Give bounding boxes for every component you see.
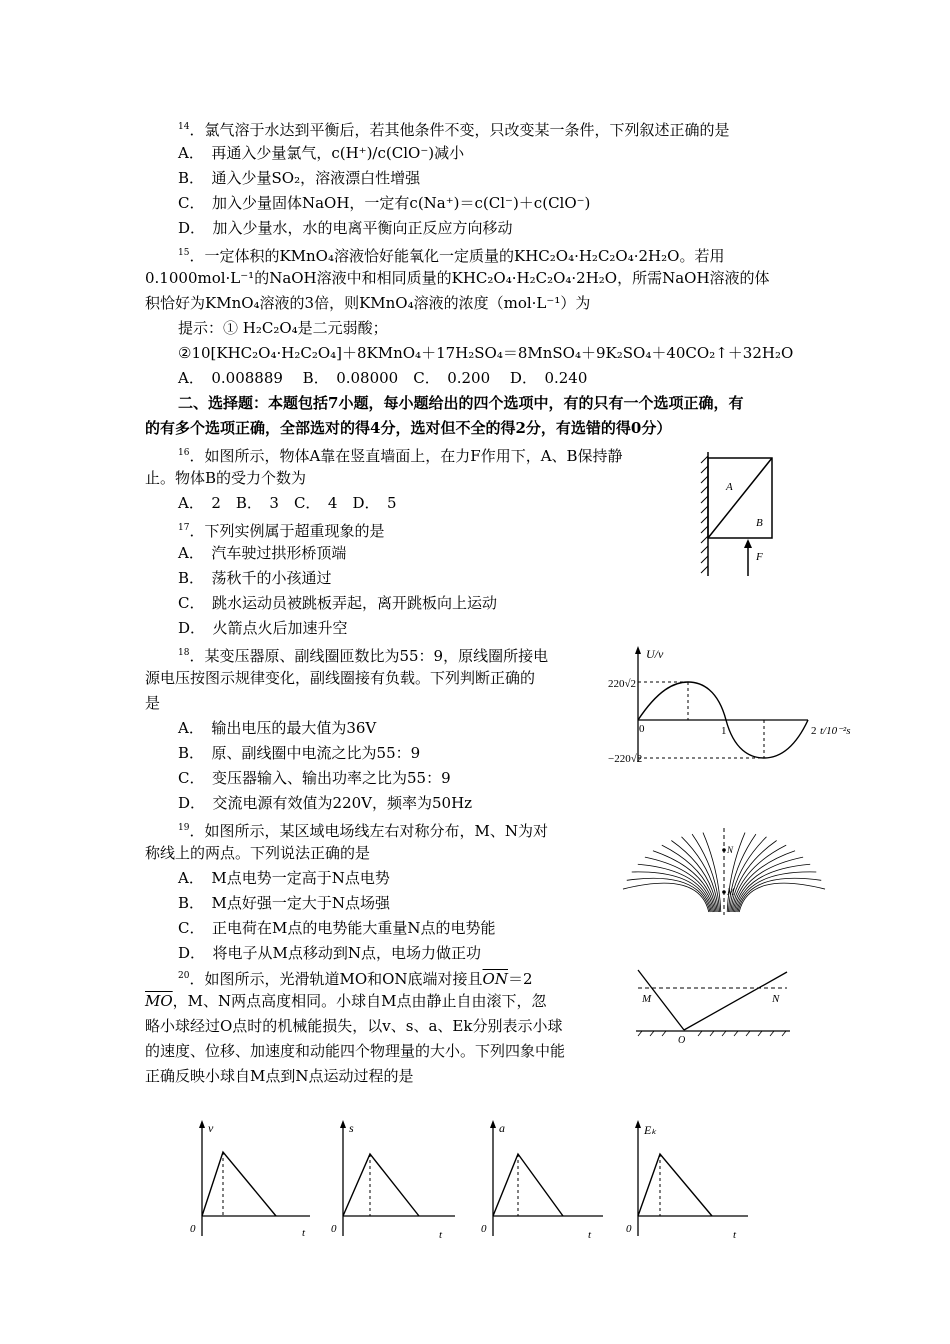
q17-number: 17 [178,523,190,533]
label-m: M [727,887,735,897]
label-n: N [772,993,780,1005]
origin-label: 0 [639,723,645,735]
y-top-tick: 220√2 [608,678,637,690]
x-tick-2: 2 [811,725,817,737]
q20-segment-mo: $\overline{MO}$ [145,992,173,1010]
q20-stem-line2: $\overline{MO}$，M、N两点高度相同。小球自M点由静止自由滚下，忽 [145,992,547,1010]
graph-y-arrow [490,1120,496,1128]
graph-x-label: t [733,1229,737,1241]
label-o: O [678,1035,686,1046]
q14-number: 14 [178,122,190,132]
q17-option-b: B． 荡秋千的小孩通过 [178,569,332,587]
graph-origin: 0 [626,1223,632,1235]
q20-track-figure [632,962,792,1047]
graph-y-label: Eₖ [644,1123,657,1137]
force-arrow-head [744,539,752,548]
q18-stem-line2: 源电压按图示规律变化，副线圈接有负载。下列判断正确的 [145,669,536,687]
q19-option-a: A． M点电势一定高于N点电势 [178,869,390,887]
q19-stem-line1: $^{19}$．如图所示，某区域电场线左右对称分布，M、N为对 [178,822,548,840]
field-line [623,883,709,912]
graph-y-arrow [199,1120,205,1128]
q16-stem-line1: $^{16}$．如图所示，物体A靠在竖直墙面上，在力F作用下，A、B保持静 [178,447,623,465]
q17-option-d: D． 火箭点火后加速升空 [178,619,348,637]
q14-stem: $^{14}$．氯气溶于水达到平衡后，若其他条件不变，只改变某一条件，下列叙述正确的是 [178,121,730,139]
q17-option-a: A． 汽车驶过拱形桥顶端 [178,544,347,562]
graph-curve [343,1154,419,1216]
q15-hint1: 提示：① H₂C₂O₄是二元弱酸； [178,319,388,337]
q20-segment-on: $\overline{ON}$ [482,970,508,988]
q15-stem-line1: $^{15}$．一定体积的KMnO₄溶液恰好能氧化一定质量的KHC₂O₄·H₂C₂O₄·2H₂O。若用 [178,247,725,265]
graph-displacement [325,1118,465,1248]
q18-stem-line3: 是 [145,694,161,712]
field-line [736,864,811,912]
wall-hatching [701,456,708,573]
label-a: A [726,481,733,493]
label-m: M [642,993,652,1005]
x-tick-1: 1 [721,725,727,737]
q19-option-d: D． 将电子从M点移动到N点，电场力做正功 [178,944,482,962]
q14-option-b: B． 通入少量SO₂，溶液漂白性增强 [178,169,421,187]
q19-number: 19 [178,823,190,833]
graph-curve [202,1152,276,1216]
q14-option-c: C． 加入少量固体NaOH，一定有c(Na⁺)＝c(Cl⁻)＋c(ClO⁻) [178,194,591,212]
label-f: F [756,551,763,563]
q18-option-d: D． 交流电源有效值为220V，频率为50Hz [178,794,473,812]
q18-stem-line1: $^{18}$．某变压器原、副线圈匝数比为55：9，原线圈所接电 [178,647,549,665]
q18-number: 18 [178,648,190,658]
y-axis-arrow [635,646,641,654]
q15-options: A． 0.008889 B． 0.08000 C． 0.200 D． 0.240 [178,369,588,387]
q20-stem-line5: 正确反映小球自M点到N点运动过程的是 [145,1067,414,1085]
q16-wall-blocks-figure [698,448,798,584]
q18-voltage-sine-graph [608,642,853,772]
graph-x-label: t [439,1229,443,1241]
ground-hatching [638,1031,786,1036]
section2-heading-line1: 二、选择题：本题包括7小题，每小题给出的四个选项中，有的只有一个选项正确，有 [178,394,744,412]
q19-stem-line2: 称线上的两点。下列说法正确的是 [145,844,371,862]
graph-y-label: v [208,1121,214,1135]
field-line [638,864,713,912]
graph-x-label: t [588,1229,592,1241]
q20-number: 20 [178,971,190,981]
graph-acceleration [473,1118,613,1248]
graph-kinetic-energy [618,1118,758,1248]
y-axis-label: U/v [646,647,664,661]
q18-option-b: B． 原、副线圈中电流之比为55：9 [178,744,421,762]
q15-stem-line3: 积恰好为KMnO₄溶液的3倍，则KMnO₄溶液的浓度（mol·L⁻¹）为 [145,294,591,312]
q15-number: 15 [178,248,190,258]
section2-heading-line2: 的有多个选项正确，全部选对的得4分，选对但不全的得2分，有选错的得0分） [145,419,672,437]
q17-option-c: C． 跳水运动员被跳板弄起，离开跳板向上运动 [178,594,497,612]
graph-origin: 0 [190,1223,196,1235]
graph-velocity [180,1118,320,1248]
q15-stem-line2: 0.1000mol·L⁻¹的NaOH溶液中和相同质量的KHC₂O₄·H₂C₂O₄·2H₂O，所需NaOH溶液的体 [145,269,770,287]
label-b: B [756,517,763,529]
q16-stem-line2: 止。物体B的受力个数为 [145,469,307,487]
y-bottom-tick: −220√2 [608,753,643,765]
x-axis-label: t/10⁻²s [820,725,851,737]
q20-stem-line3: 略小球经过O点时的机械能损失，以v、s、a、Ek分别表示小球 [145,1017,563,1035]
q18-option-a: A． 输出电压的最大值为36V [178,719,377,737]
graph-y-label: a [499,1121,505,1135]
graph-curve [638,1154,712,1216]
graph-y-arrow [635,1120,641,1128]
graph-curve [493,1154,563,1216]
graph-y-arrow [340,1120,346,1128]
q20-stem-line1: $^{20}$．如图所示，光滑轨道MO和ON底端对接且$\overline{ON}=2$ [178,970,533,988]
q19-electric-field-figure [612,820,837,920]
point-n [722,848,726,852]
q16-number: 16 [178,448,190,458]
q14-option-d: D． 加入少量水，水的电离平衡向正反应方向移动 [178,219,513,237]
q15-hint2: ②10[KHC₂O₄·H₂C₂O₄]＋8KMnO₄＋17H₂SO₄＝8MnSO₄＋9K₂SO₄＋40CO₂↑＋32H₂O [178,344,794,362]
graph-x-label: t [302,1227,306,1239]
q20-stem-line4: 的速度、位移、加速度和动能四个物理量的大小。下列四象中能 [145,1042,566,1060]
field-line [739,883,825,912]
q17-stem: $^{17}$．下列实例属于超重现象的是 [178,522,385,540]
point-m [722,890,726,894]
q19-option-c: C． 正电荷在M点的电势能大重量N点的电势能 [178,919,496,937]
q14-option-a: A． 再通入少量氯气，c(H⁺)/c(ClO⁻)减小 [178,144,465,162]
graph-y-label: s [349,1121,354,1135]
q16-options: A． 2 B． 3 C． 4 D． 5 [178,494,397,512]
graph-origin: 0 [331,1223,337,1235]
graph-origin: 0 [481,1223,487,1235]
q18-option-c: C． 变压器输入、输出功率之比为55：9 [178,769,451,787]
q19-option-b: B． M点好强一定大于N点场强 [178,894,391,912]
label-n: N [727,845,734,855]
